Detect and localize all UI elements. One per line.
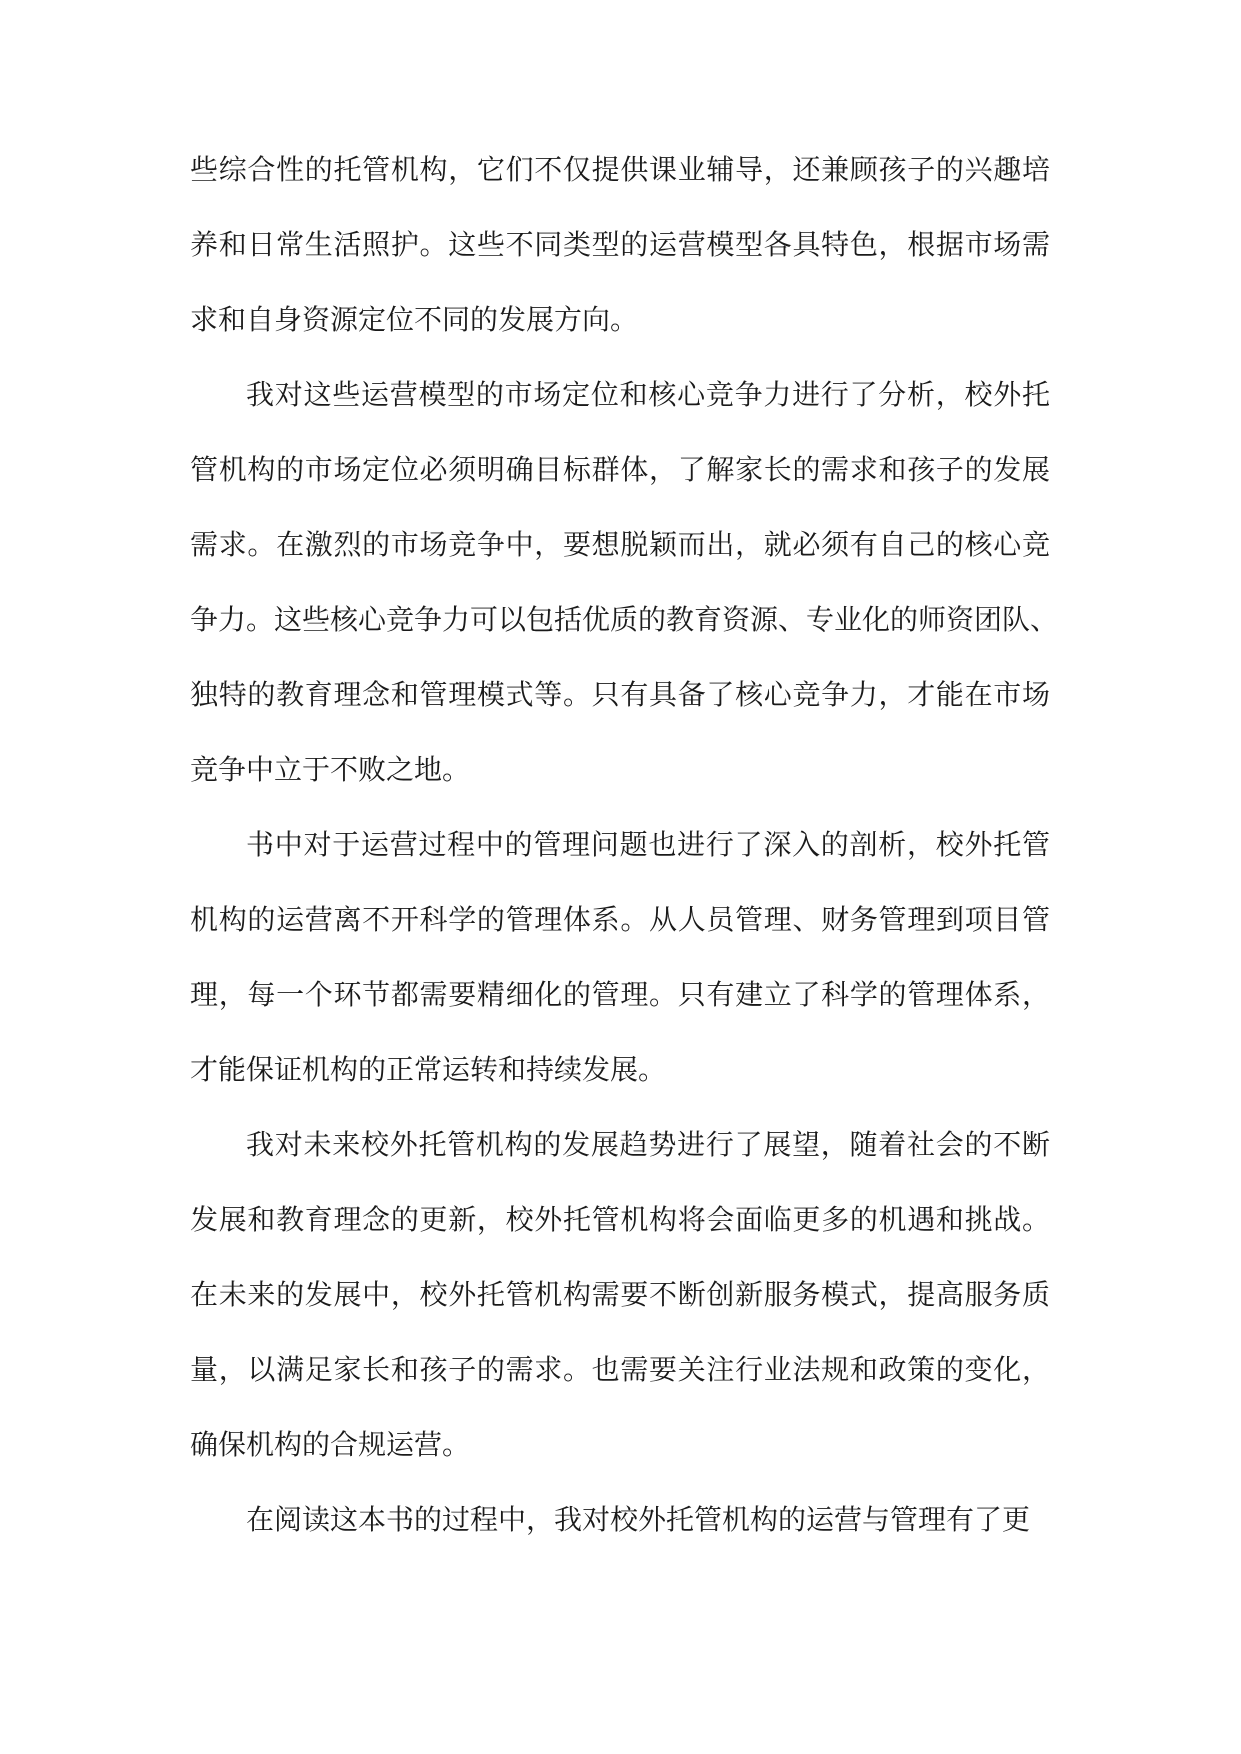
- text-line: 理，每一个环节都需要精细化的管理。只有建立了科学的管理体系，: [190, 978, 1050, 1011]
- paragraph: [190, 370, 1059, 795]
- text-line: 求和自身资源定位不同的发展方向。: [190, 303, 639, 336]
- text-line: 些综合性的托管机构，它们不仅提供课业辅导，还兼顾孩子的兴趣培: [190, 153, 1050, 186]
- text-line: 书中对于运营过程中的管理问题也进行了深入的剖析，校外托管: [246, 828, 1050, 861]
- text-line: 在阅读这本书的过程中，我对校外托管机构的运营与管理有了更: [246, 1503, 1031, 1536]
- text-line: 养和日常生活照护。这些不同类型的运营模型各具特色，根据市场需: [190, 228, 1050, 261]
- text-line: 我对未来校外托管机构的发展趋势进行了展望，随着社会的不断: [246, 1128, 1050, 1161]
- text-line: 需求。在激烈的市场竞争中，要想脱颖而出，就必须有自己的核心竞: [190, 528, 1050, 561]
- text-line: 在未来的发展中，校外托管机构需要不断创新服务模式，提高服务质: [190, 1278, 1050, 1311]
- text-line: 才能保证机构的正常运转和持续发展。: [190, 1053, 667, 1086]
- text-line: 争力。这些核心竞争力可以包括优质的教育资源、专业化的师资团队、: [190, 603, 1059, 636]
- text-line: 发展和教育理念的更新，校外托管机构将会面临更多的机遇和挑战。: [190, 1203, 1050, 1236]
- text-line: 管机构的市场定位必须明确目标群体，了解家长的需求和孩子的发展: [190, 453, 1050, 486]
- paragraph: [190, 1495, 1050, 1545]
- text-line: 独特的教育理念和管理模式等。只有具备了核心竞争力，才能在市场: [190, 678, 1050, 711]
- paragraph: [190, 145, 1050, 345]
- text-line: 确保机构的合规运营。: [190, 1428, 471, 1461]
- body-text: [190, 145, 1059, 1570]
- paragraph: [190, 1120, 1050, 1470]
- paragraph: [190, 820, 1050, 1095]
- text-line: 我对这些运营模型的市场定位和核心竞争力进行了分析，校外托: [246, 378, 1050, 411]
- text-line: 量，以满足家长和孩子的需求。也需要关注行业法规和政策的变化，: [190, 1353, 1050, 1386]
- text-line: 机构的运营离不开科学的管理体系。从人员管理、财务管理到项目管: [190, 903, 1050, 936]
- text-line: 竞争中立于不败之地。: [190, 753, 471, 786]
